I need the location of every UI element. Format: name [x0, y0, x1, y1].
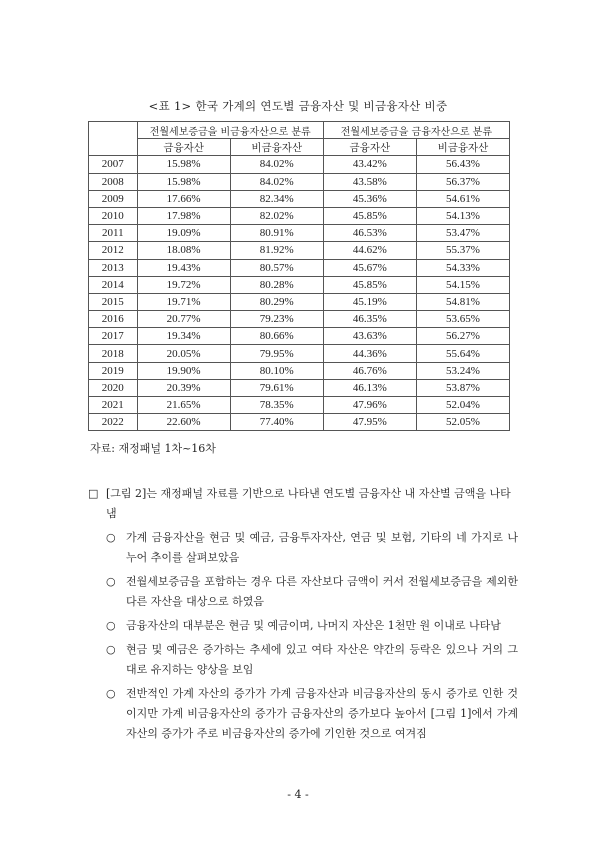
- value-cell: 52.04%: [416, 397, 509, 414]
- year-cell: 2019: [89, 362, 138, 379]
- value-cell: 84.02%: [230, 156, 323, 173]
- year-cell: 2016: [89, 311, 138, 328]
- bullet-section: [88, 484, 518, 748]
- value-cell: 56.43%: [416, 156, 509, 173]
- year-cell: 2018: [89, 345, 138, 362]
- circle-bullet-icon: ○: [106, 575, 116, 588]
- value-cell: 80.29%: [230, 293, 323, 310]
- sub-bullet: [88, 528, 518, 568]
- year-cell: 2020: [89, 379, 138, 396]
- value-cell: 79.95%: [230, 345, 323, 362]
- circle-bullet-icon: ○: [106, 643, 116, 656]
- table-row: [89, 207, 510, 224]
- value-cell: 79.61%: [230, 379, 323, 396]
- year-cell: 2022: [89, 414, 138, 431]
- value-cell: 45.36%: [323, 190, 416, 207]
- value-cell: 82.02%: [230, 207, 323, 224]
- year-cell: 2007: [89, 156, 138, 173]
- year-cell: 2010: [89, 207, 138, 224]
- value-cell: 45.67%: [323, 259, 416, 276]
- value-cell: 45.19%: [323, 293, 416, 310]
- table-row: [89, 156, 510, 173]
- value-cell: 46.76%: [323, 362, 416, 379]
- value-cell: 54.15%: [416, 276, 509, 293]
- value-cell: 45.85%: [323, 207, 416, 224]
- value-cell: 19.09%: [137, 225, 230, 242]
- year-cell: 2015: [89, 293, 138, 310]
- year-cell: 2021: [89, 397, 138, 414]
- value-cell: 53.87%: [416, 379, 509, 396]
- value-cell: 20.05%: [137, 345, 230, 362]
- table-row: [89, 397, 510, 414]
- value-cell: 54.61%: [416, 190, 509, 207]
- sub-bullet: [88, 640, 518, 680]
- main-bullet: [88, 484, 518, 524]
- value-cell: 19.90%: [137, 362, 230, 379]
- table-row: [89, 225, 510, 242]
- value-cell: 46.35%: [323, 311, 416, 328]
- value-cell: 80.57%: [230, 259, 323, 276]
- value-cell: 81.92%: [230, 242, 323, 259]
- value-cell: 17.98%: [137, 207, 230, 224]
- sub-bullet: [88, 572, 518, 612]
- value-cell: 21.65%: [137, 397, 230, 414]
- table-row: [89, 276, 510, 293]
- sub-bullet-text: 현금 및 예금은 증가하는 추세에 있고 여타 자산은 약간의 등락은 있으나 거의 그대로 유지하는 양상을 보임: [126, 643, 518, 676]
- table-sub-header-row: [89, 139, 510, 156]
- value-cell: 47.96%: [323, 397, 416, 414]
- sub-bullet-text: 전반적인 가계 자산의 증가가 가계 금융자산과 비금융자산의 동시 증가로 인한 것이지만 가계 비금융자산의 증가가 금융자산의 증가보다 높아서 [그림 1]에서 가계 자산의 증가가 주로 비금융자산의 증가에 기인한 것으로 여겨짐: [126, 687, 518, 740]
- sub-header-cell: 금융자산: [137, 139, 230, 156]
- asset-share-table: [88, 121, 510, 431]
- value-cell: 46.53%: [323, 225, 416, 242]
- value-cell: 44.36%: [323, 345, 416, 362]
- table-group-header-row: [89, 122, 510, 139]
- year-cell: 2008: [89, 173, 138, 190]
- year-cell: 2009: [89, 190, 138, 207]
- sub-bullet-text: 금융자산의 대부분은 현금 및 예금이며, 나머지 자산은 1천만 원 이내로 나타남: [126, 619, 501, 632]
- table-row: [89, 379, 510, 396]
- value-cell: 22.60%: [137, 414, 230, 431]
- main-bullet-text: [그림 2]는 재정패널 자료를 기반으로 나타낸 연도별 금융자산 내 자산별 금액을 나타냄: [106, 487, 511, 520]
- value-cell: 77.40%: [230, 414, 323, 431]
- sub-bullet-text: 전월세보증금을 포함하는 경우 다른 자산보다 금액이 커서 전월세보증금을 제외한 다른 자산을 대상으로 하였음: [126, 575, 518, 608]
- circle-bullet-icon: ○: [106, 619, 116, 632]
- table-row: [89, 293, 510, 310]
- group-header-fin-class: 전월세보증금을 금융자산으로 분류: [323, 122, 509, 139]
- value-cell: 17.66%: [137, 190, 230, 207]
- year-cell: 2012: [89, 242, 138, 259]
- value-cell: 15.98%: [137, 173, 230, 190]
- value-cell: 54.13%: [416, 207, 509, 224]
- value-cell: 19.43%: [137, 259, 230, 276]
- value-cell: 43.58%: [323, 173, 416, 190]
- table-row: [89, 242, 510, 259]
- value-cell: 19.71%: [137, 293, 230, 310]
- sub-bullet: [88, 684, 518, 744]
- table-row: [89, 259, 510, 276]
- value-cell: 80.91%: [230, 225, 323, 242]
- value-cell: 84.02%: [230, 173, 323, 190]
- circle-bullet-icon: ○: [106, 531, 116, 544]
- value-cell: 52.05%: [416, 414, 509, 431]
- value-cell: 19.34%: [137, 328, 230, 345]
- value-cell: 15.98%: [137, 156, 230, 173]
- table-row: [89, 328, 510, 345]
- sub-header-cell: 비금융자산: [230, 139, 323, 156]
- table-row: [89, 345, 510, 362]
- value-cell: 44.62%: [323, 242, 416, 259]
- value-cell: 53.24%: [416, 362, 509, 379]
- page-number: - 4 -: [287, 788, 309, 801]
- value-cell: 47.95%: [323, 414, 416, 431]
- value-cell: 54.81%: [416, 293, 509, 310]
- value-cell: 55.64%: [416, 345, 509, 362]
- circle-bullet-icon: ○: [106, 687, 116, 700]
- value-cell: 80.66%: [230, 328, 323, 345]
- table-source-note: 자료: 재정패널 1차~16차: [90, 442, 216, 455]
- year-cell: 2014: [89, 276, 138, 293]
- value-cell: 54.33%: [416, 259, 509, 276]
- value-cell: 56.27%: [416, 328, 509, 345]
- value-cell: 20.77%: [137, 311, 230, 328]
- value-cell: 79.23%: [230, 311, 323, 328]
- value-cell: 78.35%: [230, 397, 323, 414]
- year-cell: 2013: [89, 259, 138, 276]
- value-cell: 43.42%: [323, 156, 416, 173]
- value-cell: 19.72%: [137, 276, 230, 293]
- sub-header-cell: 비금융자산: [416, 139, 509, 156]
- checkbox-bullet-icon: □: [88, 487, 99, 500]
- value-cell: 45.85%: [323, 276, 416, 293]
- value-cell: 80.28%: [230, 276, 323, 293]
- table-caption: <표 1> 한국 가계의 연도별 금융자산 및 비금융자산 비중: [148, 99, 448, 113]
- table-row: [89, 362, 510, 379]
- value-cell: 18.08%: [137, 242, 230, 259]
- value-cell: 53.47%: [416, 225, 509, 242]
- sub-header-cell: 금융자산: [323, 139, 416, 156]
- table-row: [89, 414, 510, 431]
- value-cell: 55.37%: [416, 242, 509, 259]
- value-cell: 56.37%: [416, 173, 509, 190]
- sub-bullet: [88, 616, 518, 636]
- value-cell: 20.39%: [137, 379, 230, 396]
- year-cell: 2017: [89, 328, 138, 345]
- table-corner-cell: [89, 122, 138, 156]
- value-cell: 53.65%: [416, 311, 509, 328]
- value-cell: 46.13%: [323, 379, 416, 396]
- sub-bullet-text: 가계 금융자산을 현금 및 예금, 금융투자자산, 연금 및 보험, 기타의 네 가지로 나누어 추이를 살펴보았음: [126, 531, 518, 564]
- value-cell: 80.10%: [230, 362, 323, 379]
- table-row: [89, 311, 510, 328]
- year-cell: 2011: [89, 225, 138, 242]
- table-row: [89, 173, 510, 190]
- table-row: [89, 190, 510, 207]
- value-cell: 43.63%: [323, 328, 416, 345]
- group-header-nonfin-class: 전월세보증금을 비금융자산으로 분류: [137, 122, 323, 139]
- value-cell: 82.34%: [230, 190, 323, 207]
